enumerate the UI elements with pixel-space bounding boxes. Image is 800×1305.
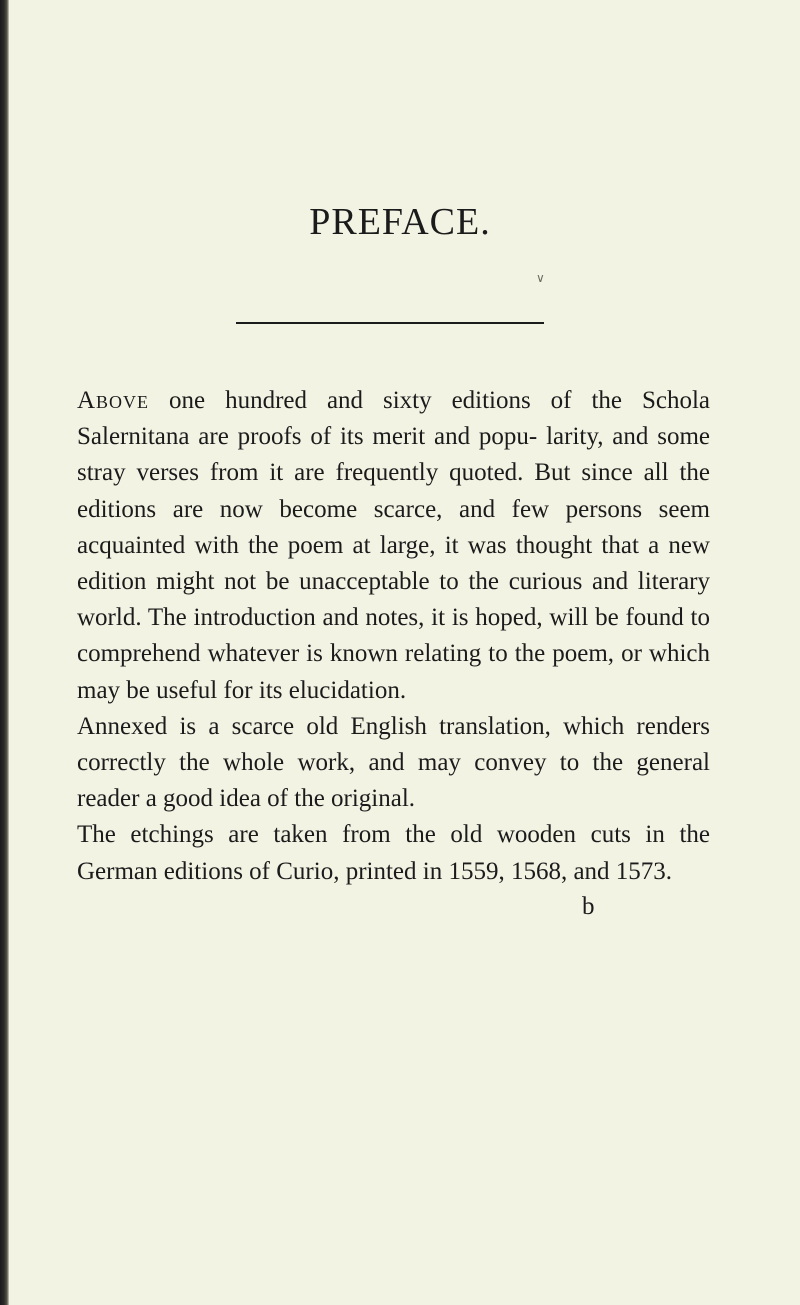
title-rule [236, 322, 544, 324]
page-title: PREFACE. [309, 201, 491, 243]
paragraph-3-text: The etchings are taken from the old wooden cuts in the German editions of Curio, printed in 1559, 1568, and 1573. [77, 821, 710, 885]
paragraph-1 [77, 383, 710, 709]
ornament-mark: ∨ [536, 271, 545, 285]
preface-body [77, 383, 710, 890]
signature-mark: b [582, 893, 595, 920]
paragraph-1-lead-word: Above [77, 387, 150, 414]
paragraph-2 [77, 709, 710, 818]
paragraph-2-text: Annexed is a scarce old English translation, which renders correctly the whole work, and may convey to the general reader a good idea of the original. [77, 712, 710, 813]
paragraph-3 [77, 817, 710, 889]
paragraph-1-text: one hundred and sixty editions of the Schola Salernitana are proofs of its merit and popu- larity, and some stray verses from it are frequently quoted. But since all the editions are now become scarce, and few persons seem acquainted with the poem at large, it was thought that a new edition might not be unacceptable to the curious and literary world. The introduction and notes, it is hoped, will be found to comprehend whatever is known relating to the poem, or which may be useful for its elucidation. [77, 387, 710, 704]
book-spine-edge [0, 0, 9, 1305]
